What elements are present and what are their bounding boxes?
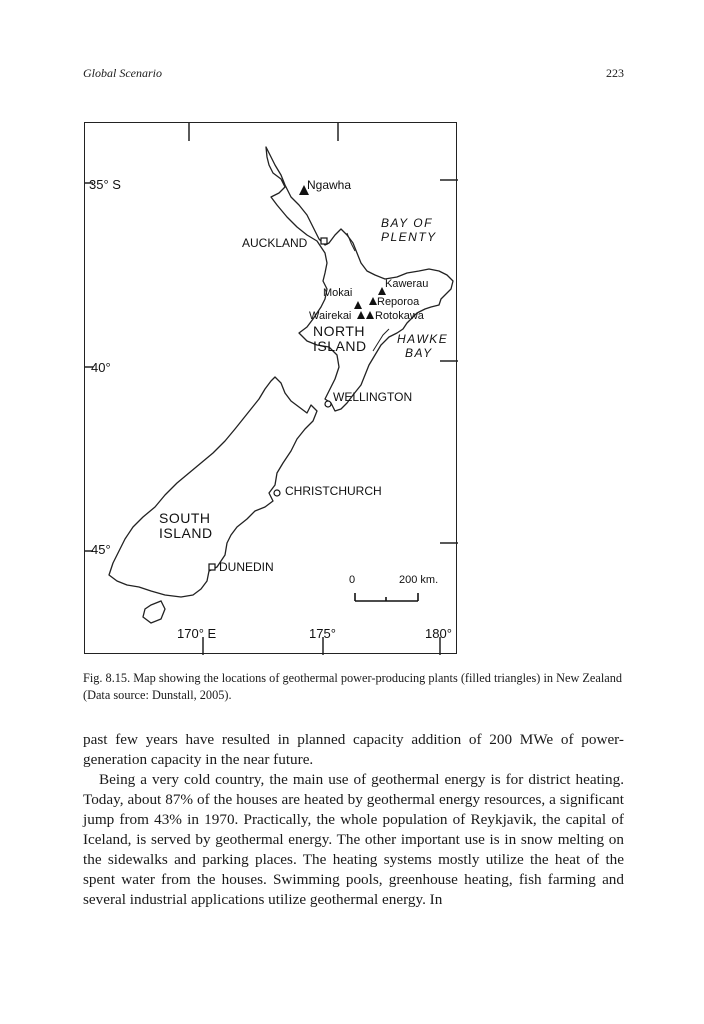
bay-label-plenty-2: PLENTY: [381, 230, 437, 244]
plant-marker-reporoa: [369, 297, 377, 305]
stewart-island-outline: [143, 601, 165, 623]
island-label-north: NORTH: [313, 323, 366, 339]
plant-label-mokai: Mokai: [323, 287, 353, 299]
island-label-south-2: ISLAND: [159, 525, 213, 541]
caption-label: Fig. 8.15.: [83, 671, 131, 685]
scale-label-end: 200 km.: [399, 574, 439, 586]
city-marker-wellington: [325, 401, 331, 407]
lat-label-45: 45°: [91, 542, 111, 557]
city-marker-auckland: [321, 238, 327, 244]
running-head: [83, 66, 624, 81]
island-label-south: SOUTH: [159, 510, 211, 526]
bay-label-hawke-2: BAY: [405, 346, 433, 360]
lat-label-40: 40°: [91, 360, 111, 375]
island-label-north-2: ISLAND: [313, 338, 367, 354]
bay-label-hawke-1: HAWKE: [397, 332, 449, 346]
lat-label-35: 35° S: [89, 177, 121, 192]
running-title: Global Scenario: [83, 66, 162, 80]
scale-bar: [355, 593, 418, 601]
city-label-christchurch: CHRISTCHURCH: [285, 484, 382, 498]
city-label-auckland: AUCKLAND: [242, 236, 308, 250]
scale-label-start: 0: [349, 574, 356, 586]
bay-of-plenty-edge: [347, 233, 355, 251]
new-zealand-map-figure: [84, 122, 457, 654]
lon-label-170: 170° E: [177, 626, 217, 641]
bay-label-plenty-1: BAY OF: [381, 216, 433, 230]
paragraph: past few years have resulted in planned capacity addition of 200 MWe of power-generation capacity in the near future.: [83, 731, 624, 768]
plant-label-reporoa: Reporoa: [377, 296, 420, 308]
city-marker-dunedin: [209, 564, 215, 570]
city-markers: [209, 238, 331, 570]
caption-text: Map showing the locations of geothermal power-producing plants (filled triangles) in New Zealand (Data source: Dunstall, 2005).: [83, 671, 622, 702]
plant-marker-wairekai: [357, 311, 365, 319]
city-label-wellington: WELLINGTON: [333, 390, 413, 404]
paragraph: Being a very cold country, the main use of geothermal energy is for district heating. Today, about 87% of the houses are heated by geothermal energy resources, a significant jump from 43% in 1970. Practically, the whole population of Reykjavik, the capital of Iceland, is served by geothermal energy. The other important use is in snow melting on the sidewalks and parking places. The heating systems mostly utilize the heat of the spent water from the houses. Swimming pools, greenhouse heating, fish farming and several industrial applications utilize geothermal energy. In: [83, 771, 624, 908]
page-number: 223: [606, 66, 624, 80]
figure-caption: [83, 670, 624, 704]
plant-marker-rotokawa: [366, 311, 374, 319]
city-marker-christchurch: [274, 490, 280, 496]
lon-label-180: 180°: [425, 626, 452, 641]
plant-marker-mokai: [354, 301, 362, 309]
lon-label-175: 175°: [309, 626, 336, 641]
body-text: [83, 730, 624, 910]
city-label-dunedin: DUNEDIN: [219, 560, 274, 574]
plant-label-kawerau: Kawerau: [385, 278, 429, 290]
plant-label-ngawha: Ngawha: [307, 178, 352, 192]
plant-label-rotokawa: Rotokawa: [375, 310, 424, 322]
plant-label-wairekai: Wairekai: [309, 310, 352, 322]
